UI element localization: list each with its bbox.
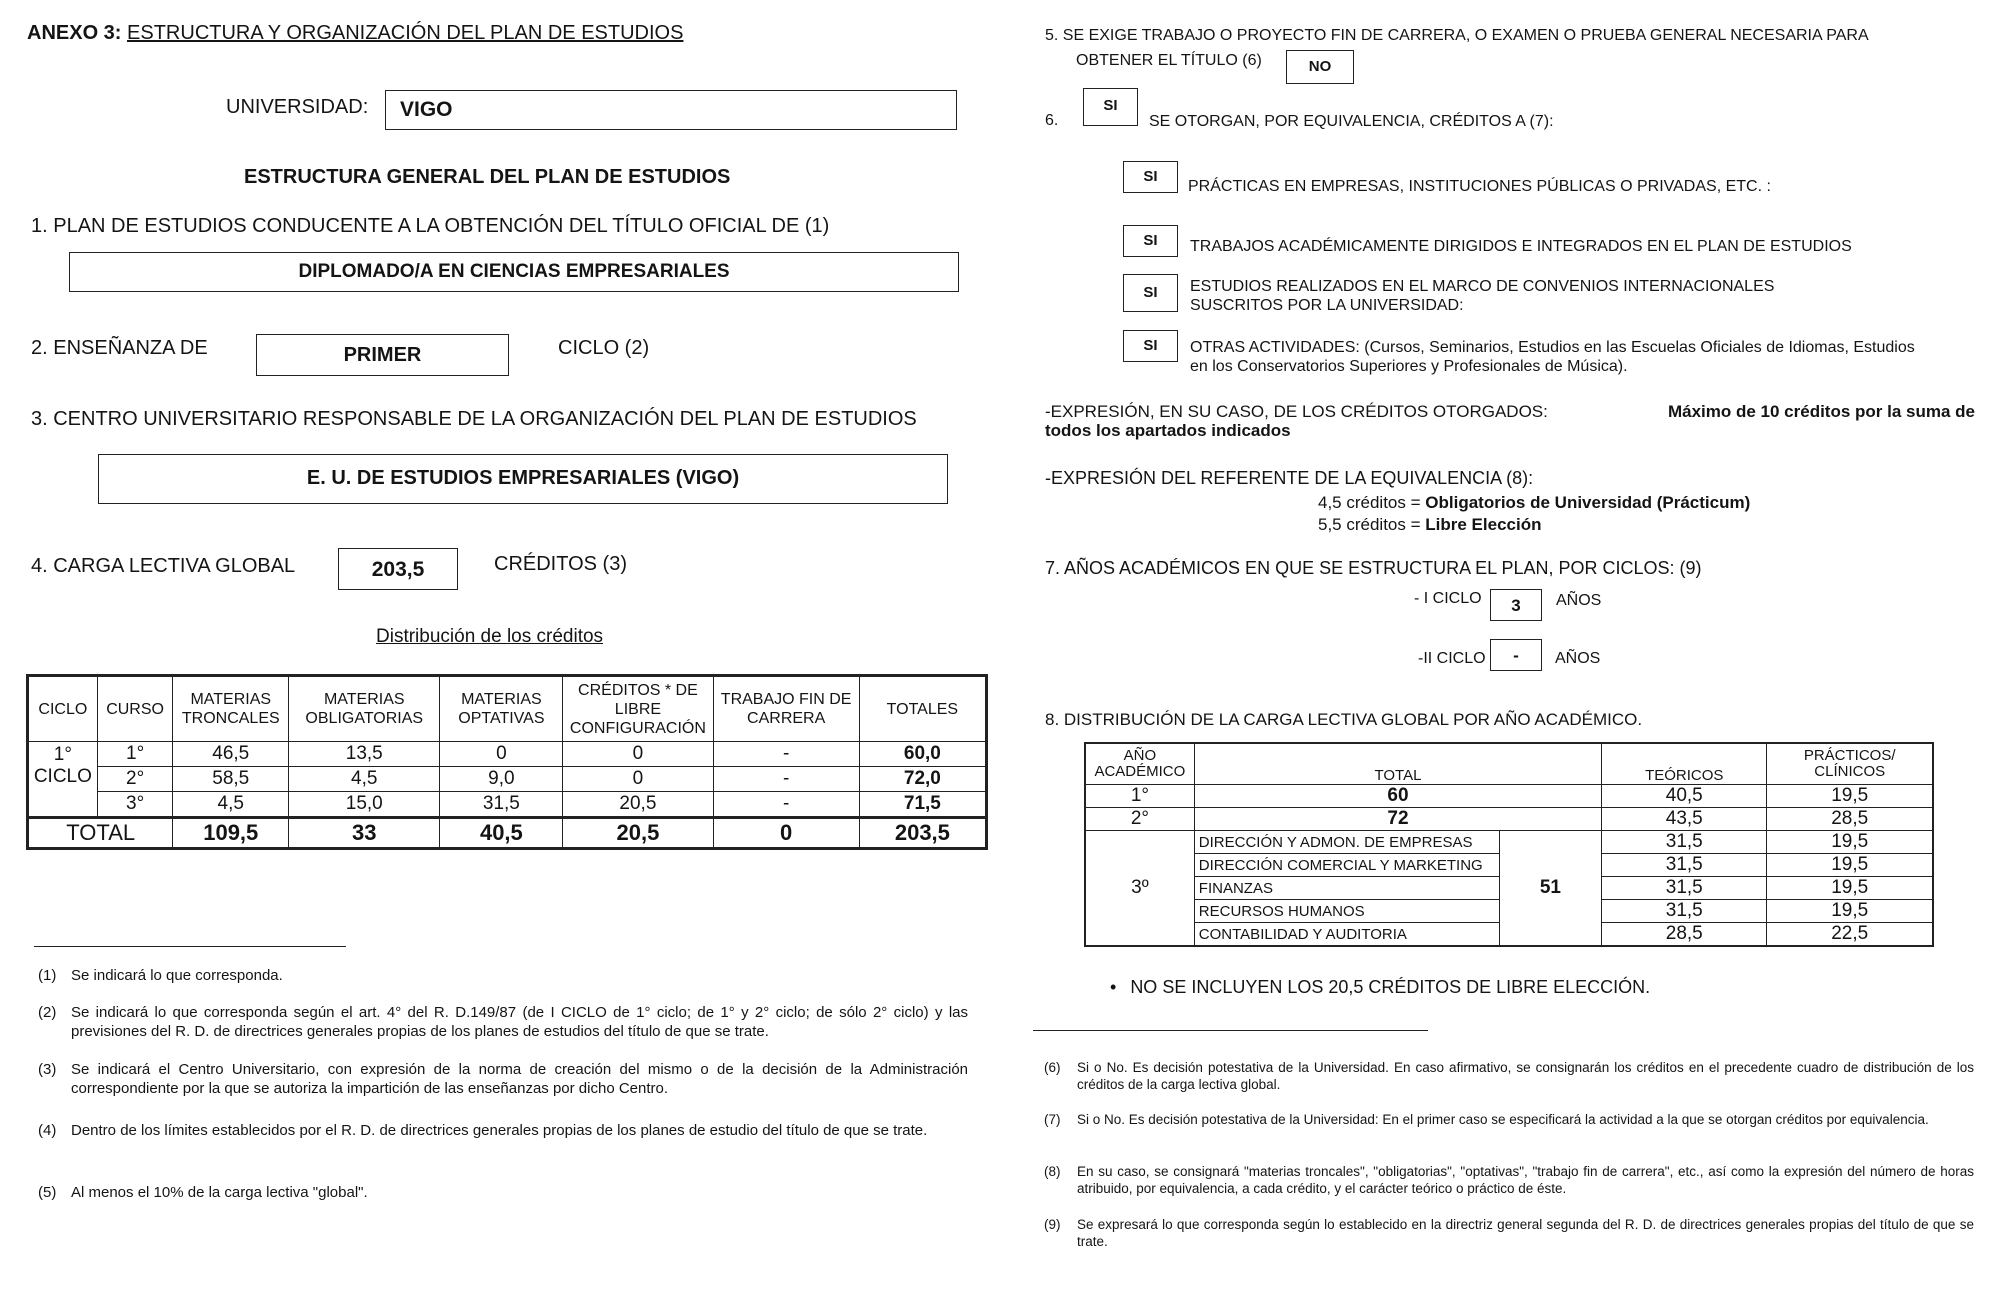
item-3-label: 3. CENTRO UNIVERSITARIO RESPONSABLE DE LA ORGANIZACIÓN DEL PLAN DE ESTUDIOS bbox=[31, 408, 917, 430]
annex-prefix: ANEXO 3: bbox=[27, 22, 122, 44]
expr2-line2 bbox=[1318, 515, 1541, 535]
practical-cell: 22,5 bbox=[1767, 923, 1933, 947]
specialty-cell: CONTABILIDAD Y AUDITORIA bbox=[1194, 923, 1499, 947]
item-7-label: 7. AÑOS ACADÉMICOS EN QUE SE ESTRUCTURA EL PLAN, POR CICLOS: (9) bbox=[1045, 558, 1702, 578]
equivalence-text bbox=[1190, 277, 1774, 315]
header-troncales: MATERIAS TRONCALES bbox=[173, 676, 289, 742]
header-total: TOTAL bbox=[1194, 743, 1601, 785]
total-optativas: 40,5 bbox=[440, 818, 563, 849]
final-project-box bbox=[1286, 50, 1354, 84]
theory-cell: 31,5 bbox=[1602, 854, 1767, 877]
item-2-suffix: CICLO (2) bbox=[558, 337, 650, 359]
cycle1-value: 3 bbox=[1511, 596, 1521, 615]
item-6-text: SE OTORGAN, POR EQUIVALENCIA, CRÉDITOS A (7): bbox=[1149, 113, 1554, 130]
equivalence-box bbox=[1123, 274, 1178, 312]
degree-title-value: DIPLOMADO/A EN CIENCIAS EMPRESARIALES bbox=[298, 261, 730, 282]
totales-cell: 60,0 bbox=[859, 742, 986, 767]
equivalence-value: SI bbox=[1143, 168, 1158, 185]
trabajo-cell: - bbox=[713, 792, 859, 818]
load-by-year-table bbox=[1084, 742, 1934, 947]
curso-cell: 2° bbox=[97, 767, 173, 792]
bullet-note-text: NO SE INCLUYEN LOS 20,5 CRÉDITOS DE LIBRE ELECCIÓN. bbox=[1130, 977, 1651, 997]
theory-cell: 40,5 bbox=[1602, 785, 1767, 808]
footnote-1 bbox=[38, 966, 968, 985]
equivalence-value: SI bbox=[1143, 232, 1158, 249]
global-load-value: 203,5 bbox=[371, 558, 425, 581]
university-label: UNIVERSIDAD: bbox=[226, 96, 369, 118]
item-5-line1: 5. SE EXIGE TRABAJO O PROYECTO FIN DE CARRERA, O EXAMEN O PRUEBA GENERAL NECESARIA PARA bbox=[1045, 27, 1869, 44]
troncales-cell: 46,5 bbox=[173, 742, 289, 767]
item-8-label: 8. DISTRIBUCIÓN DE LA CARGA LECTIVA GLOBAL POR AÑO ACADÉMICO. bbox=[1045, 710, 1643, 729]
specialty-cell: RECURSOS HUMANOS bbox=[1194, 900, 1499, 923]
table-row bbox=[1085, 831, 1933, 854]
equivalence-box bbox=[1123, 225, 1178, 257]
equivalence-box bbox=[1083, 88, 1138, 126]
bullet-icon: • bbox=[1110, 977, 1117, 997]
total-label: TOTAL bbox=[28, 818, 173, 849]
item-4-suffix: CRÉDITOS (3) bbox=[494, 553, 627, 575]
total-troncales: 109,5 bbox=[173, 818, 289, 849]
libre-cell: 0 bbox=[563, 767, 713, 792]
item-4-label: 4. CARGA LECTIVA GLOBAL bbox=[31, 555, 296, 577]
obligatorias-cell: 4,5 bbox=[289, 767, 440, 792]
university-value: VIGO bbox=[400, 98, 453, 121]
years-label: AÑOS bbox=[1555, 650, 1601, 667]
footnote-num: (3) bbox=[38, 1061, 57, 1078]
footnote-text: Se indicará el Centro Universitario, con expresión de la norma de creación del mismo o de la decisión de la Administración correspondiente por la que se autoriza la impartición de las enseñanzas por dicho Centro. bbox=[71, 1061, 968, 1097]
credits-granted-expression bbox=[1045, 402, 1975, 440]
obligatorias-cell: 13,5 bbox=[289, 742, 440, 767]
footnote-num: (7) bbox=[1044, 1112, 1061, 1127]
practical-cell: 19,5 bbox=[1767, 831, 1933, 854]
cycle-cell-line1: 1° bbox=[53, 744, 72, 765]
theory-cell: 31,5 bbox=[1602, 900, 1767, 923]
specialty-cell: DIRECCIÓN COMERCIAL Y MARKETING bbox=[1194, 854, 1499, 877]
footnote-8 bbox=[1044, 1163, 1974, 1197]
table-row bbox=[28, 792, 987, 818]
header-theory: TEÓRICOS bbox=[1602, 743, 1767, 785]
equivalence-value: SI bbox=[1143, 284, 1158, 301]
table-header-row bbox=[1085, 743, 1933, 785]
header-libre: CRÉDITOS * DE LIBRE CONFIGURACIÓN bbox=[563, 676, 713, 742]
equivalence-text-line1: OTRAS ACTIVIDADES: (Cursos, Seminarios, Estudios en las Escuelas Oficiales de Idiomas, Estudios bbox=[1190, 339, 1915, 356]
year-cell: 3º bbox=[1085, 831, 1194, 947]
theory-cell: 31,5 bbox=[1602, 877, 1767, 900]
optativas-cell: 9,0 bbox=[440, 767, 563, 792]
footnote-5 bbox=[38, 1183, 968, 1202]
expr2-line1 bbox=[1318, 493, 1750, 513]
cycle-value: PRIMER bbox=[343, 344, 422, 366]
cycle1-box bbox=[1490, 589, 1542, 621]
expr2-line1-num: 4,5 créditos = bbox=[1318, 493, 1421, 512]
curso-cell: 3° bbox=[97, 792, 173, 818]
expr2-label: -EXPRESIÓN DEL REFERENTE DE LA EQUIVALENCIA (8): bbox=[1045, 468, 1534, 488]
footnote-text: Dentro de los límites establecidos por el R. D. de directrices generales propias de los planes de estudio del título de que se trate. bbox=[71, 1122, 928, 1139]
header-year: AÑO ACADÉMICO bbox=[1085, 743, 1194, 785]
cycle1-label: - I CICLO bbox=[1414, 590, 1482, 607]
equivalence-text-line1: ESTUDIOS REALIZADOS EN EL MARCO DE CONVENIOS INTERNACIONALES bbox=[1190, 278, 1775, 295]
final-project-value: NO bbox=[1308, 58, 1332, 75]
item-2-label: 2. ENSEÑANZA DE bbox=[31, 337, 208, 359]
equivalence-value: SI bbox=[1103, 97, 1118, 114]
equivalence-text-line2: en los Conservatorios Superiores y Profesionales de Música). bbox=[1190, 358, 1628, 375]
footnote-divider bbox=[1033, 1030, 1428, 1031]
header-ciclo: CICLO bbox=[28, 676, 98, 742]
trabajo-cell: - bbox=[713, 742, 859, 767]
libre-cell: 0 bbox=[563, 742, 713, 767]
year-cell: 2° bbox=[1085, 808, 1194, 831]
cycle2-box bbox=[1490, 639, 1542, 671]
center-value: E. U. DE ESTUDIOS EMPRESARIALES (VIGO) bbox=[306, 467, 740, 489]
theory-cell: 28,5 bbox=[1602, 923, 1767, 947]
equivalence-text bbox=[1190, 338, 1915, 376]
optativas-cell: 0 bbox=[440, 742, 563, 767]
total-totales: 203,5 bbox=[859, 818, 986, 849]
specialty-cell: DIRECCIÓN Y ADMON. DE EMPRESAS bbox=[1194, 831, 1499, 854]
footnote-9 bbox=[1044, 1216, 1974, 1250]
expr2-line2-text: Libre Elección bbox=[1425, 515, 1542, 534]
table-total-row bbox=[28, 818, 987, 849]
obligatorias-cell: 15,0 bbox=[289, 792, 440, 818]
header-trabajo: TRABAJO FIN DE CARRERA bbox=[713, 676, 859, 742]
table-row bbox=[1085, 808, 1933, 831]
footnote-text: Se indicará lo que corresponda según el art. 4° del R. D.149/87 (de I CICLO de 1° ciclo; de 1° y 2° ciclo; de sólo 2° ciclo) y las previsiones del R. D. de directrices generales propias de los planes de estudios del título de que se trate. bbox=[71, 1004, 968, 1040]
credits-distribution-table bbox=[26, 674, 988, 850]
footnote-text: Se indicará lo que corresponda. bbox=[71, 967, 283, 984]
footnote-num: (2) bbox=[38, 1004, 57, 1021]
table-row bbox=[1085, 785, 1933, 808]
footnote-2 bbox=[38, 1003, 968, 1041]
footnote-num: (4) bbox=[38, 1122, 57, 1139]
footnote-num: (5) bbox=[38, 1184, 57, 1201]
distribution-title: Distribución de los créditos bbox=[376, 626, 604, 647]
footnote-3 bbox=[38, 1060, 968, 1098]
global-load-field bbox=[338, 548, 458, 590]
expr1-value-a: Máximo de 10 créditos por la suma de bbox=[1667, 402, 1975, 421]
table-row bbox=[28, 767, 987, 792]
equivalence-box bbox=[1123, 161, 1178, 193]
footnote-4 bbox=[38, 1121, 968, 1140]
specialty-cell: FINANZAS bbox=[1194, 877, 1499, 900]
expr2-line2-num: 5,5 créditos = bbox=[1318, 515, 1421, 534]
center-field bbox=[98, 454, 948, 504]
total-obligatorias: 33 bbox=[289, 818, 440, 849]
equivalence-box bbox=[1123, 330, 1178, 362]
libre-cell: 20,5 bbox=[563, 792, 713, 818]
table-row bbox=[28, 742, 987, 767]
footnote-text: Se expresará lo que corresponda según lo establecido en la directriz general segunda del R. D. de directrices generales propias del título de que se trate. bbox=[1077, 1217, 1974, 1249]
equivalence-text: TRABAJOS ACADÉMICAMENTE DIRIGIDOS E INTEGRADOS EN EL PLAN DE ESTUDIOS bbox=[1190, 238, 1852, 255]
troncales-cell: 4,5 bbox=[173, 792, 289, 818]
practical-cell: 19,5 bbox=[1767, 854, 1933, 877]
section-title: ESTRUCTURA GENERAL DEL PLAN DE ESTUDIOS bbox=[244, 166, 731, 188]
total-trabajo: 0 bbox=[713, 818, 859, 849]
header-totales: TOTALES bbox=[859, 676, 986, 742]
total-cell: 72 bbox=[1194, 808, 1601, 831]
troncales-cell: 58,5 bbox=[173, 767, 289, 792]
equivalence-value: SI bbox=[1143, 337, 1158, 354]
footnote-num: (1) bbox=[38, 967, 57, 984]
footnote-6 bbox=[1044, 1059, 1974, 1093]
cycle-cell bbox=[28, 742, 98, 818]
totales-cell: 72,0 bbox=[859, 767, 986, 792]
theory-cell: 31,5 bbox=[1602, 831, 1767, 854]
practical-cell: 28,5 bbox=[1767, 808, 1933, 831]
annex-heading bbox=[27, 22, 683, 45]
expr1-value-b: todos los apartados indicados bbox=[1045, 421, 1291, 440]
footnote-text: Al menos el 10% de la carga lectiva "global". bbox=[71, 1184, 368, 1201]
theory-cell: 43,5 bbox=[1602, 808, 1767, 831]
header-curso: CURSO bbox=[97, 676, 173, 742]
header-practical: PRÁCTICOS/ CLÍNICOS bbox=[1767, 743, 1933, 785]
footnote-text: En su caso, se consignará "materias troncales", "obligatorias", "optativas", "trabajo fin de carrera", etc., así como la expresión del número de horas atribuido, por equivalencia, a cada crédito, y el carácter teórico o práctico de éste. bbox=[1077, 1164, 1974, 1196]
footnote-num: (6) bbox=[1044, 1060, 1061, 1075]
footnote-text: Si o No. Es decisión potestativa de la Universidad. En caso afirmativo, se consignarán los créditos en el precedente cuadro de distribución de los créditos de la carga lectiva global. bbox=[1077, 1060, 1974, 1092]
header-optativas: MATERIAS OPTATIVAS bbox=[440, 676, 563, 742]
optativas-cell: 31,5 bbox=[440, 792, 563, 818]
university-field bbox=[385, 90, 957, 130]
header-obligatorias: MATERIAS OBLIGATORIAS bbox=[289, 676, 440, 742]
totales-cell: 71,5 bbox=[859, 792, 986, 818]
footnote-num: (9) bbox=[1044, 1217, 1061, 1232]
cycle2-label: -II CICLO bbox=[1418, 650, 1486, 667]
expr1-label: -EXPRESIÓN, EN SU CASO, DE LOS CRÉDITOS OTORGADOS: bbox=[1045, 402, 1548, 421]
total-cell: 60 bbox=[1194, 785, 1601, 808]
item-5-line2: OBTENER EL TÍTULO (6) bbox=[1076, 52, 1262, 69]
bullet-note bbox=[1110, 977, 1650, 998]
cycle-cell-line2: CICLO bbox=[33, 766, 92, 787]
equivalence-text-line2: SUSCRITOS POR LA UNIVERSIDAD: bbox=[1190, 297, 1464, 314]
curso-cell: 1° bbox=[97, 742, 173, 767]
year3-total-cell: 51 bbox=[1499, 831, 1601, 947]
cycle-field bbox=[256, 334, 509, 376]
item-1-label: 1. PLAN DE ESTUDIOS CONDUCENTE A LA OBTENCIÓN DEL TÍTULO OFICIAL DE (1) bbox=[31, 215, 830, 237]
footnote-text: Si o No. Es decisión potestativa de la Universidad: En el primer caso se especificará la actividad a la que se otorgan créditos por equivalencia. bbox=[1077, 1112, 1929, 1127]
footnote-7 bbox=[1044, 1111, 1974, 1128]
equivalence-text: PRÁCTICAS EN EMPRESAS, INSTITUCIONES PÚBLICAS O PRIVADAS, ETC. : bbox=[1188, 178, 1771, 195]
practical-cell: 19,5 bbox=[1767, 900, 1933, 923]
trabajo-cell: - bbox=[713, 767, 859, 792]
practical-cell: 19,5 bbox=[1767, 877, 1933, 900]
footnote-divider bbox=[34, 946, 346, 947]
practical-cell: 19,5 bbox=[1767, 785, 1933, 808]
annex-title: ESTRUCTURA Y ORGANIZACIÓN DEL PLAN DE ESTUDIOS bbox=[127, 22, 684, 44]
total-libre: 20,5 bbox=[563, 818, 713, 849]
table-header-row bbox=[28, 676, 987, 742]
year-cell: 1° bbox=[1085, 785, 1194, 808]
item-6-num: 6. bbox=[1045, 112, 1059, 129]
cycle2-value: - bbox=[1513, 646, 1519, 665]
expr2-line1-text: Obligatorios de Universidad (Prácticum) bbox=[1425, 493, 1751, 512]
footnote-num: (8) bbox=[1044, 1164, 1061, 1179]
degree-title-field bbox=[69, 252, 959, 292]
years-label: AÑOS bbox=[1556, 592, 1602, 609]
